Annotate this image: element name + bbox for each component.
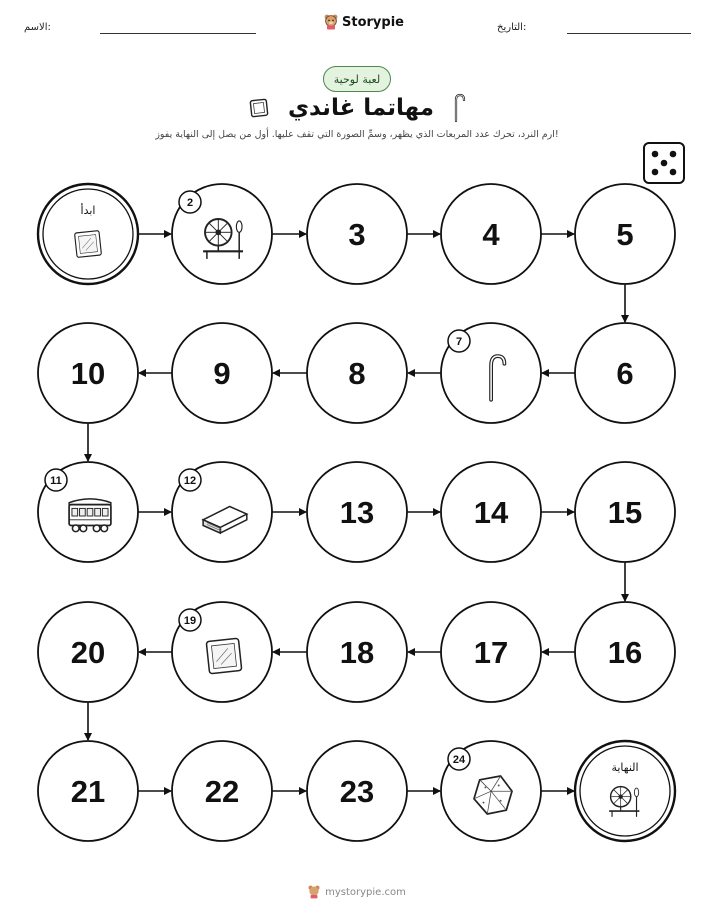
board-cell-9[interactable] <box>172 323 272 423</box>
cell-number: 17 <box>473 635 509 670</box>
board-cell-4[interactable] <box>441 184 541 284</box>
cloth-icon <box>75 231 102 258</box>
cell-number: 5 <box>616 217 634 252</box>
cell-number: 20 <box>70 635 106 670</box>
svg-text:11: 11 <box>50 475 62 487</box>
cell-number: 22 <box>204 774 240 809</box>
cell-number: 9 <box>213 356 231 391</box>
board-cell-20[interactable] <box>38 602 138 702</box>
board-cell-13[interactable] <box>307 462 407 562</box>
svg-text:12: 12 <box>183 475 197 487</box>
board-cell-12[interactable] <box>172 462 272 562</box>
cell-number: 10 <box>70 356 106 391</box>
name-label: الاسم: <box>24 22 51 33</box>
cell-number: 15 <box>607 495 643 530</box>
page-title: مهاتما غاندي <box>287 95 435 121</box>
cell-number: 18 <box>339 635 375 670</box>
cell-number-badge <box>179 191 201 213</box>
bear-icon <box>308 885 320 899</box>
cell-number: 14 <box>473 495 509 530</box>
board-cell-17[interactable] <box>441 602 541 702</box>
board-cell-2[interactable] <box>172 184 272 284</box>
cell-number: 16 <box>607 635 643 670</box>
board-cell-22[interactable] <box>172 741 272 841</box>
board-cell-23[interactable] <box>307 741 407 841</box>
board-cell-18[interactable] <box>307 602 407 702</box>
svg-text:7: 7 <box>455 336 463 348</box>
board-cell-11[interactable] <box>38 462 138 562</box>
svg-text:2: 2 <box>186 197 194 209</box>
footer-url: mystorypie.com <box>325 886 406 898</box>
cell-number-badge <box>179 469 201 491</box>
cell-number-badge <box>448 330 470 352</box>
board-cell-5[interactable] <box>575 184 675 284</box>
board-cell-7[interactable] <box>441 323 541 423</box>
cell-number-badge <box>45 469 67 491</box>
board-cell-1[interactable] <box>38 184 138 284</box>
board-cell-25[interactable] <box>575 741 675 841</box>
cell-number: 6 <box>616 356 634 391</box>
board-cell-16[interactable] <box>575 602 675 702</box>
board-cell-10[interactable] <box>38 323 138 423</box>
board-cell-19[interactable] <box>172 602 272 702</box>
board-cell-15[interactable] <box>575 462 675 562</box>
cell-number-badge <box>448 748 470 770</box>
game-type-badge: لعبة لوحية <box>323 66 391 92</box>
board-cell-24[interactable] <box>441 741 541 841</box>
board-cell-3[interactable] <box>307 184 407 284</box>
finish-label: النهاية <box>611 761 639 774</box>
date-label: التاريخ: <box>497 22 527 33</box>
cell-number: 8 <box>348 356 366 391</box>
instructions-text: ارم النرد، تحرك عدد المربعات الذي يظهر، وسمِّ الصورة التي تقف عليها. أول من يصل إلى النهاية يفوز! <box>155 129 559 140</box>
brand-name: Storypie <box>342 14 404 30</box>
board-cell-21[interactable] <box>38 741 138 841</box>
footer <box>0 885 714 899</box>
svg-text:24: 24 <box>452 754 466 766</box>
start-label: ابدأ <box>80 204 96 217</box>
board-cell-6[interactable] <box>575 323 675 423</box>
cell-number: 13 <box>339 495 375 530</box>
cell-number: 4 <box>482 217 500 252</box>
board-cell-8[interactable] <box>307 323 407 423</box>
cell-number: 23 <box>339 774 375 809</box>
cell-number: 3 <box>348 217 366 252</box>
cell-number-badge <box>179 609 201 631</box>
cloth-icon <box>206 638 241 673</box>
svg-text:19: 19 <box>183 615 197 627</box>
cell-number: 21 <box>70 774 106 809</box>
board-cell-14[interactable] <box>441 462 541 562</box>
